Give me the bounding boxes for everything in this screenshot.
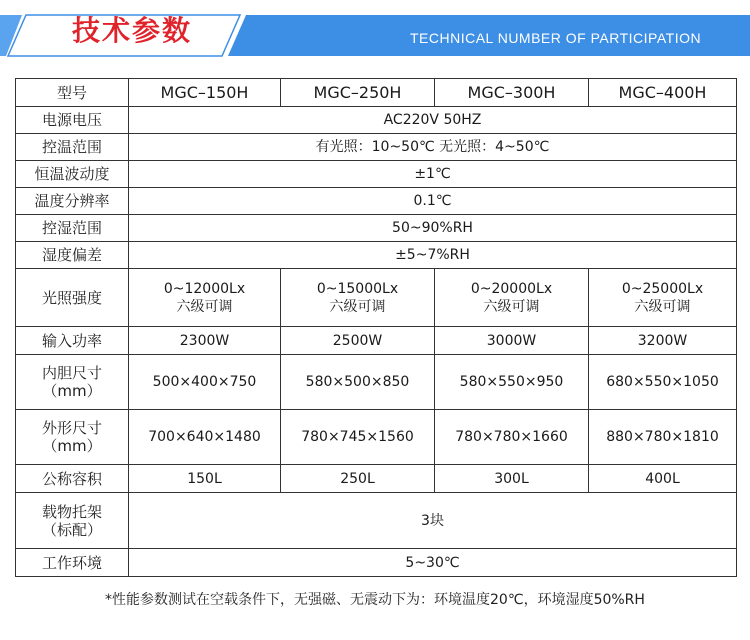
value-cell: 780×780×1660 (435, 410, 589, 465)
row-label: 恒温波动度 (16, 161, 129, 188)
spec-table (15, 78, 737, 577)
row-label-main: 外形尺寸 (41, 419, 102, 437)
light-range: 0~25000Lx (621, 280, 704, 297)
row-label: 型号 (16, 79, 129, 107)
value-cell: 700×640×1480 (129, 410, 281, 465)
light-range: 0~15000Lx (316, 280, 399, 297)
page-title: 技术参数 (72, 14, 193, 47)
header-banner (0, 0, 750, 62)
table-row-capacity (16, 465, 737, 493)
value-cell: 580×550×950 (435, 355, 589, 410)
value-cell: 3块 (129, 493, 737, 549)
value-cell: ±5~7%RH (129, 242, 737, 269)
row-label-main: 载物托架 (41, 502, 102, 521)
light-range: 0~12000Lx (163, 280, 246, 297)
model-cell: MGC–250H (281, 79, 435, 107)
table-row-light (16, 269, 737, 327)
value-cell: 400L (589, 465, 737, 493)
row-label-unit: （标配） (41, 520, 102, 539)
value-cell: 880×780×1810 (589, 410, 737, 465)
table-row-temp-res (16, 188, 737, 215)
value-cell (281, 269, 435, 327)
value-cell: 有光照：10~50℃ 无光照：4~50℃ (129, 134, 737, 161)
value-cell: 500×400×750 (129, 355, 281, 410)
light-note: 六级可调 (483, 298, 540, 315)
row-label: 电源电压 (16, 107, 129, 134)
value-cell: 780×745×1560 (281, 410, 435, 465)
row-label: 公称容积 (16, 465, 129, 493)
row-label (16, 493, 129, 549)
row-label: 控湿范围 (16, 215, 129, 242)
value-cell: 2300W (129, 327, 281, 355)
value-cell: 5~30℃ (129, 549, 737, 577)
value-cell: ±1℃ (129, 161, 737, 188)
table-row-env (16, 549, 737, 577)
table-row-temp-fluct (16, 161, 737, 188)
table-row-humid-range (16, 215, 737, 242)
row-label-main: 内胆尺寸 (41, 364, 102, 382)
table-row-humid-dev (16, 242, 737, 269)
light-note: 六级可调 (634, 298, 691, 315)
table-row-outer-size (16, 410, 737, 465)
row-label: 光照强度 (16, 269, 129, 327)
value-cell (435, 269, 589, 327)
table-row-shelf (16, 493, 737, 549)
footnote: *性能参数测试在空载条件下，无强磁、无震动下为：环境温度20℃，环境湿度50%RH (105, 592, 645, 608)
row-label: 湿度偏差 (16, 242, 129, 269)
value-cell: 250L (281, 465, 435, 493)
model-cell: MGC–300H (435, 79, 589, 107)
value-cell: 3000W (435, 327, 589, 355)
table-row-power-supply (16, 107, 737, 134)
table-row-model (16, 79, 737, 107)
light-note: 六级可调 (176, 298, 233, 315)
value-cell: 300L (435, 465, 589, 493)
light-note: 六级可调 (329, 298, 386, 315)
value-cell: 0.1℃ (129, 188, 737, 215)
table-row-input-power (16, 327, 737, 355)
value-cell (589, 269, 737, 327)
model-cell: MGC–400H (589, 79, 737, 107)
row-label: 工作环境 (16, 549, 129, 577)
row-label (16, 355, 129, 410)
value-cell: 50~90%RH (129, 215, 737, 242)
table-row-temp-range (16, 134, 737, 161)
light-range: 0~20000Lx (470, 280, 553, 297)
row-label-unit: （mm） (42, 382, 102, 400)
table-row-inner-size (16, 355, 737, 410)
value-cell: 2500W (281, 327, 435, 355)
model-cell: MGC–150H (129, 79, 281, 107)
row-label: 输入功率 (16, 327, 129, 355)
row-label: 控温范围 (16, 134, 129, 161)
row-label (16, 410, 129, 465)
row-label-unit: （mm） (42, 437, 102, 455)
value-cell (129, 269, 281, 327)
value-cell: 150L (129, 465, 281, 493)
value-cell: 3200W (589, 327, 737, 355)
page-subtitle: TECHNICAL NUMBER OF PARTICIPATION (410, 30, 702, 46)
value-cell: 680×550×1050 (589, 355, 737, 410)
value-cell: AC220V 50HZ (129, 107, 737, 134)
value-cell: 580×500×850 (281, 355, 435, 410)
row-label: 温度分辨率 (16, 188, 129, 215)
